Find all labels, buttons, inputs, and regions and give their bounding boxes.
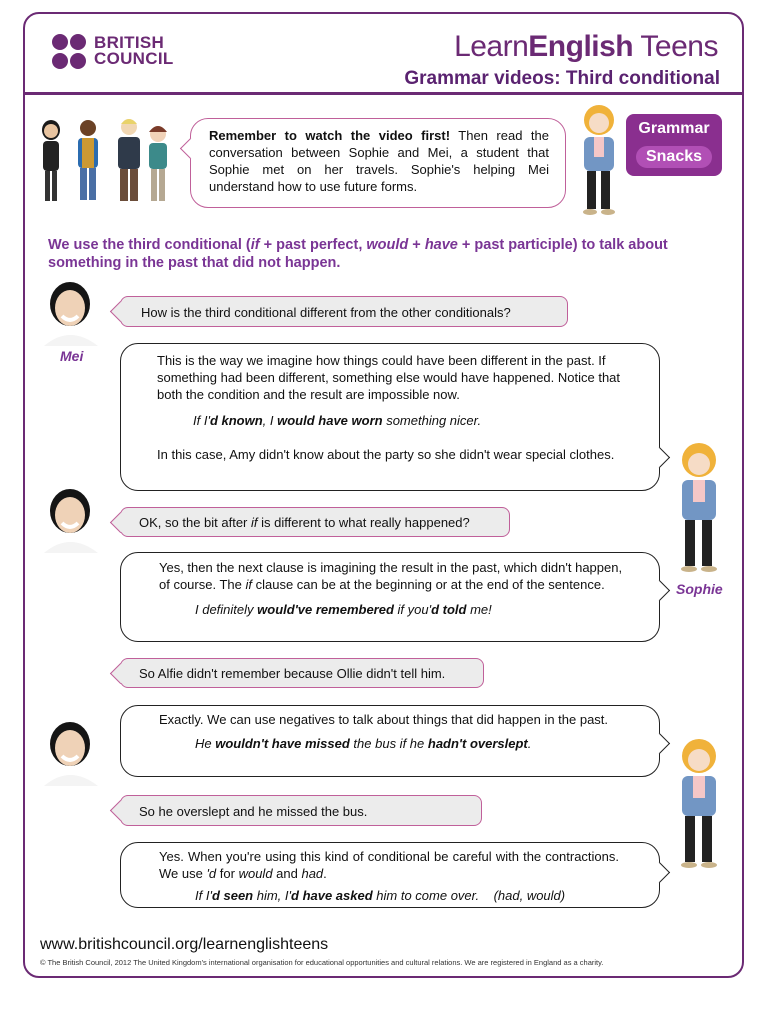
example-part: would have worn	[277, 413, 383, 428]
rule-part: We use the third conditional (	[48, 237, 251, 253]
example-part: d told	[431, 602, 467, 617]
example-part: If I'	[195, 888, 212, 903]
example-part: He	[195, 736, 216, 751]
page-title: Grammar videos: Third conditional	[404, 68, 720, 89]
example-part: If I'	[193, 413, 210, 428]
third-conditional-rule	[48, 236, 728, 272]
sophie-answer-bubble	[120, 552, 660, 642]
learnenglish-teens-logo[interactable]	[454, 30, 718, 64]
teens-group-illustration	[36, 114, 176, 210]
brand-teens: Teens	[633, 30, 718, 63]
question-text: So Alfie didn't remember because Ollie didn't tell him.	[139, 666, 446, 681]
footer-legal-text: © The British Council, 2012 The United Kingdom's international organisation for educational opportunities and cultural relations. We are registered in England as a charity.	[40, 958, 604, 967]
answer-part: if	[245, 577, 252, 592]
example-part: d known	[209, 413, 263, 428]
intro-text-bold: Remember to watch the video first!	[209, 128, 451, 143]
question-text: OK, so the bit after	[139, 515, 251, 530]
rule-part: have	[424, 237, 458, 253]
sophie-illustration	[668, 738, 730, 872]
mei-question-bubble	[120, 658, 484, 688]
mei-avatar	[36, 718, 106, 786]
question-text: How is the third conditional different from the other conditionals?	[141, 305, 511, 320]
intro-speech-bubble	[190, 118, 566, 208]
rule-part: + past perfect,	[259, 237, 367, 253]
rule-part: +	[408, 237, 425, 253]
example-part: something nicer.	[382, 413, 482, 428]
answer-part: would	[238, 866, 273, 881]
rule-part: would	[366, 237, 409, 253]
question-text: if	[251, 515, 258, 530]
logo-line-1: BRITISH	[94, 33, 165, 52]
mei-avatar	[36, 278, 106, 346]
example-part: wouldn't have missed	[215, 736, 350, 751]
example-part: .	[527, 736, 532, 751]
example-part: d have asked	[291, 888, 373, 903]
example-part: him to come over.	[372, 888, 480, 903]
grammar-snacks-badge[interactable]	[626, 114, 722, 176]
example-sentence	[195, 601, 629, 618]
example-part: would've remembered	[257, 602, 394, 617]
example-part: me!	[466, 602, 492, 617]
intro-text	[209, 127, 549, 195]
example-part: him, I'	[253, 888, 292, 903]
answer-part: Yes. When you're using this kind of conditional be careful with the contractions. We use	[159, 849, 619, 881]
sophie-answer-bubble	[120, 842, 660, 908]
speaker-name-mei: Mei	[60, 348, 84, 364]
answer-part: and	[272, 866, 302, 881]
example-sentence	[195, 735, 629, 752]
example-part: the bus if he	[349, 736, 428, 751]
answer-part: Yes, then the next clause is imagining the result in the past, which didn't happen, of course. The	[159, 560, 623, 592]
example-part: d seen	[211, 888, 254, 903]
footer-website-link[interactable]: www.britishcouncil.org/learnenglishteens	[40, 936, 329, 953]
badge-line-1: Grammar	[638, 120, 710, 137]
mei-question-bubble	[120, 507, 510, 537]
rule-part: + past participle) to talk about something in the past that did not happen.	[48, 237, 668, 271]
sophie-answer-bubble	[120, 343, 660, 491]
answer-text: Exactly. We can use negatives to talk about things that did happen in the past.	[159, 712, 609, 727]
logo-dots-icon	[52, 34, 90, 70]
sophie-illustration	[668, 442, 730, 576]
example-part: I definitely	[195, 602, 258, 617]
brand-learn: Learn	[454, 30, 529, 63]
mei-question-bubble	[120, 795, 482, 826]
intro-text-body: Then read the conversation between Sophie and Mei, a student that Sophie met on her travels. Sophie's helping Mei understand how to use future forms.	[209, 128, 549, 194]
sophie-illustration-top	[572, 104, 626, 218]
answer-part: for	[216, 866, 239, 881]
example-sentence	[195, 887, 619, 904]
answer-part: had	[301, 866, 324, 881]
answer-text: This is the way we imagine how things could have been different in the past. If something had been different, something else would have happened. Notice that both the condition and the result are impossible now.	[157, 353, 621, 402]
answer-text	[159, 848, 619, 882]
answer-text: In this case, Amy didn't know about the party so she didn't wear special clothes.	[157, 447, 615, 462]
answer-part: 'd	[206, 866, 217, 881]
mei-avatar	[36, 485, 106, 553]
logo-line-2: COUNCIL	[94, 49, 174, 68]
example-part: if you'	[393, 602, 432, 617]
example-sentence	[193, 412, 629, 429]
answer-part: clause can be at the beginning or at the end of the sentence.	[251, 577, 605, 592]
question-text: So he overslept and he missed the bus.	[139, 804, 368, 819]
answer-part: .	[323, 866, 327, 881]
question-text: is different to what really happened?	[257, 515, 470, 530]
rule-part: if	[250, 237, 260, 253]
british-council-logo[interactable]	[52, 34, 182, 70]
badge-line-2: Snacks	[636, 146, 712, 168]
header-divider	[24, 92, 744, 95]
example-part: hadn't overslept	[427, 736, 528, 751]
speaker-name-sophie: Sophie	[676, 581, 723, 597]
example-part: (had, would)	[479, 888, 566, 903]
mei-question-bubble	[120, 296, 568, 327]
logo-text	[94, 35, 174, 67]
answer-text	[159, 559, 629, 593]
sophie-answer-bubble	[120, 705, 660, 777]
example-part: , I	[262, 413, 278, 428]
brand-english: English	[528, 30, 634, 63]
